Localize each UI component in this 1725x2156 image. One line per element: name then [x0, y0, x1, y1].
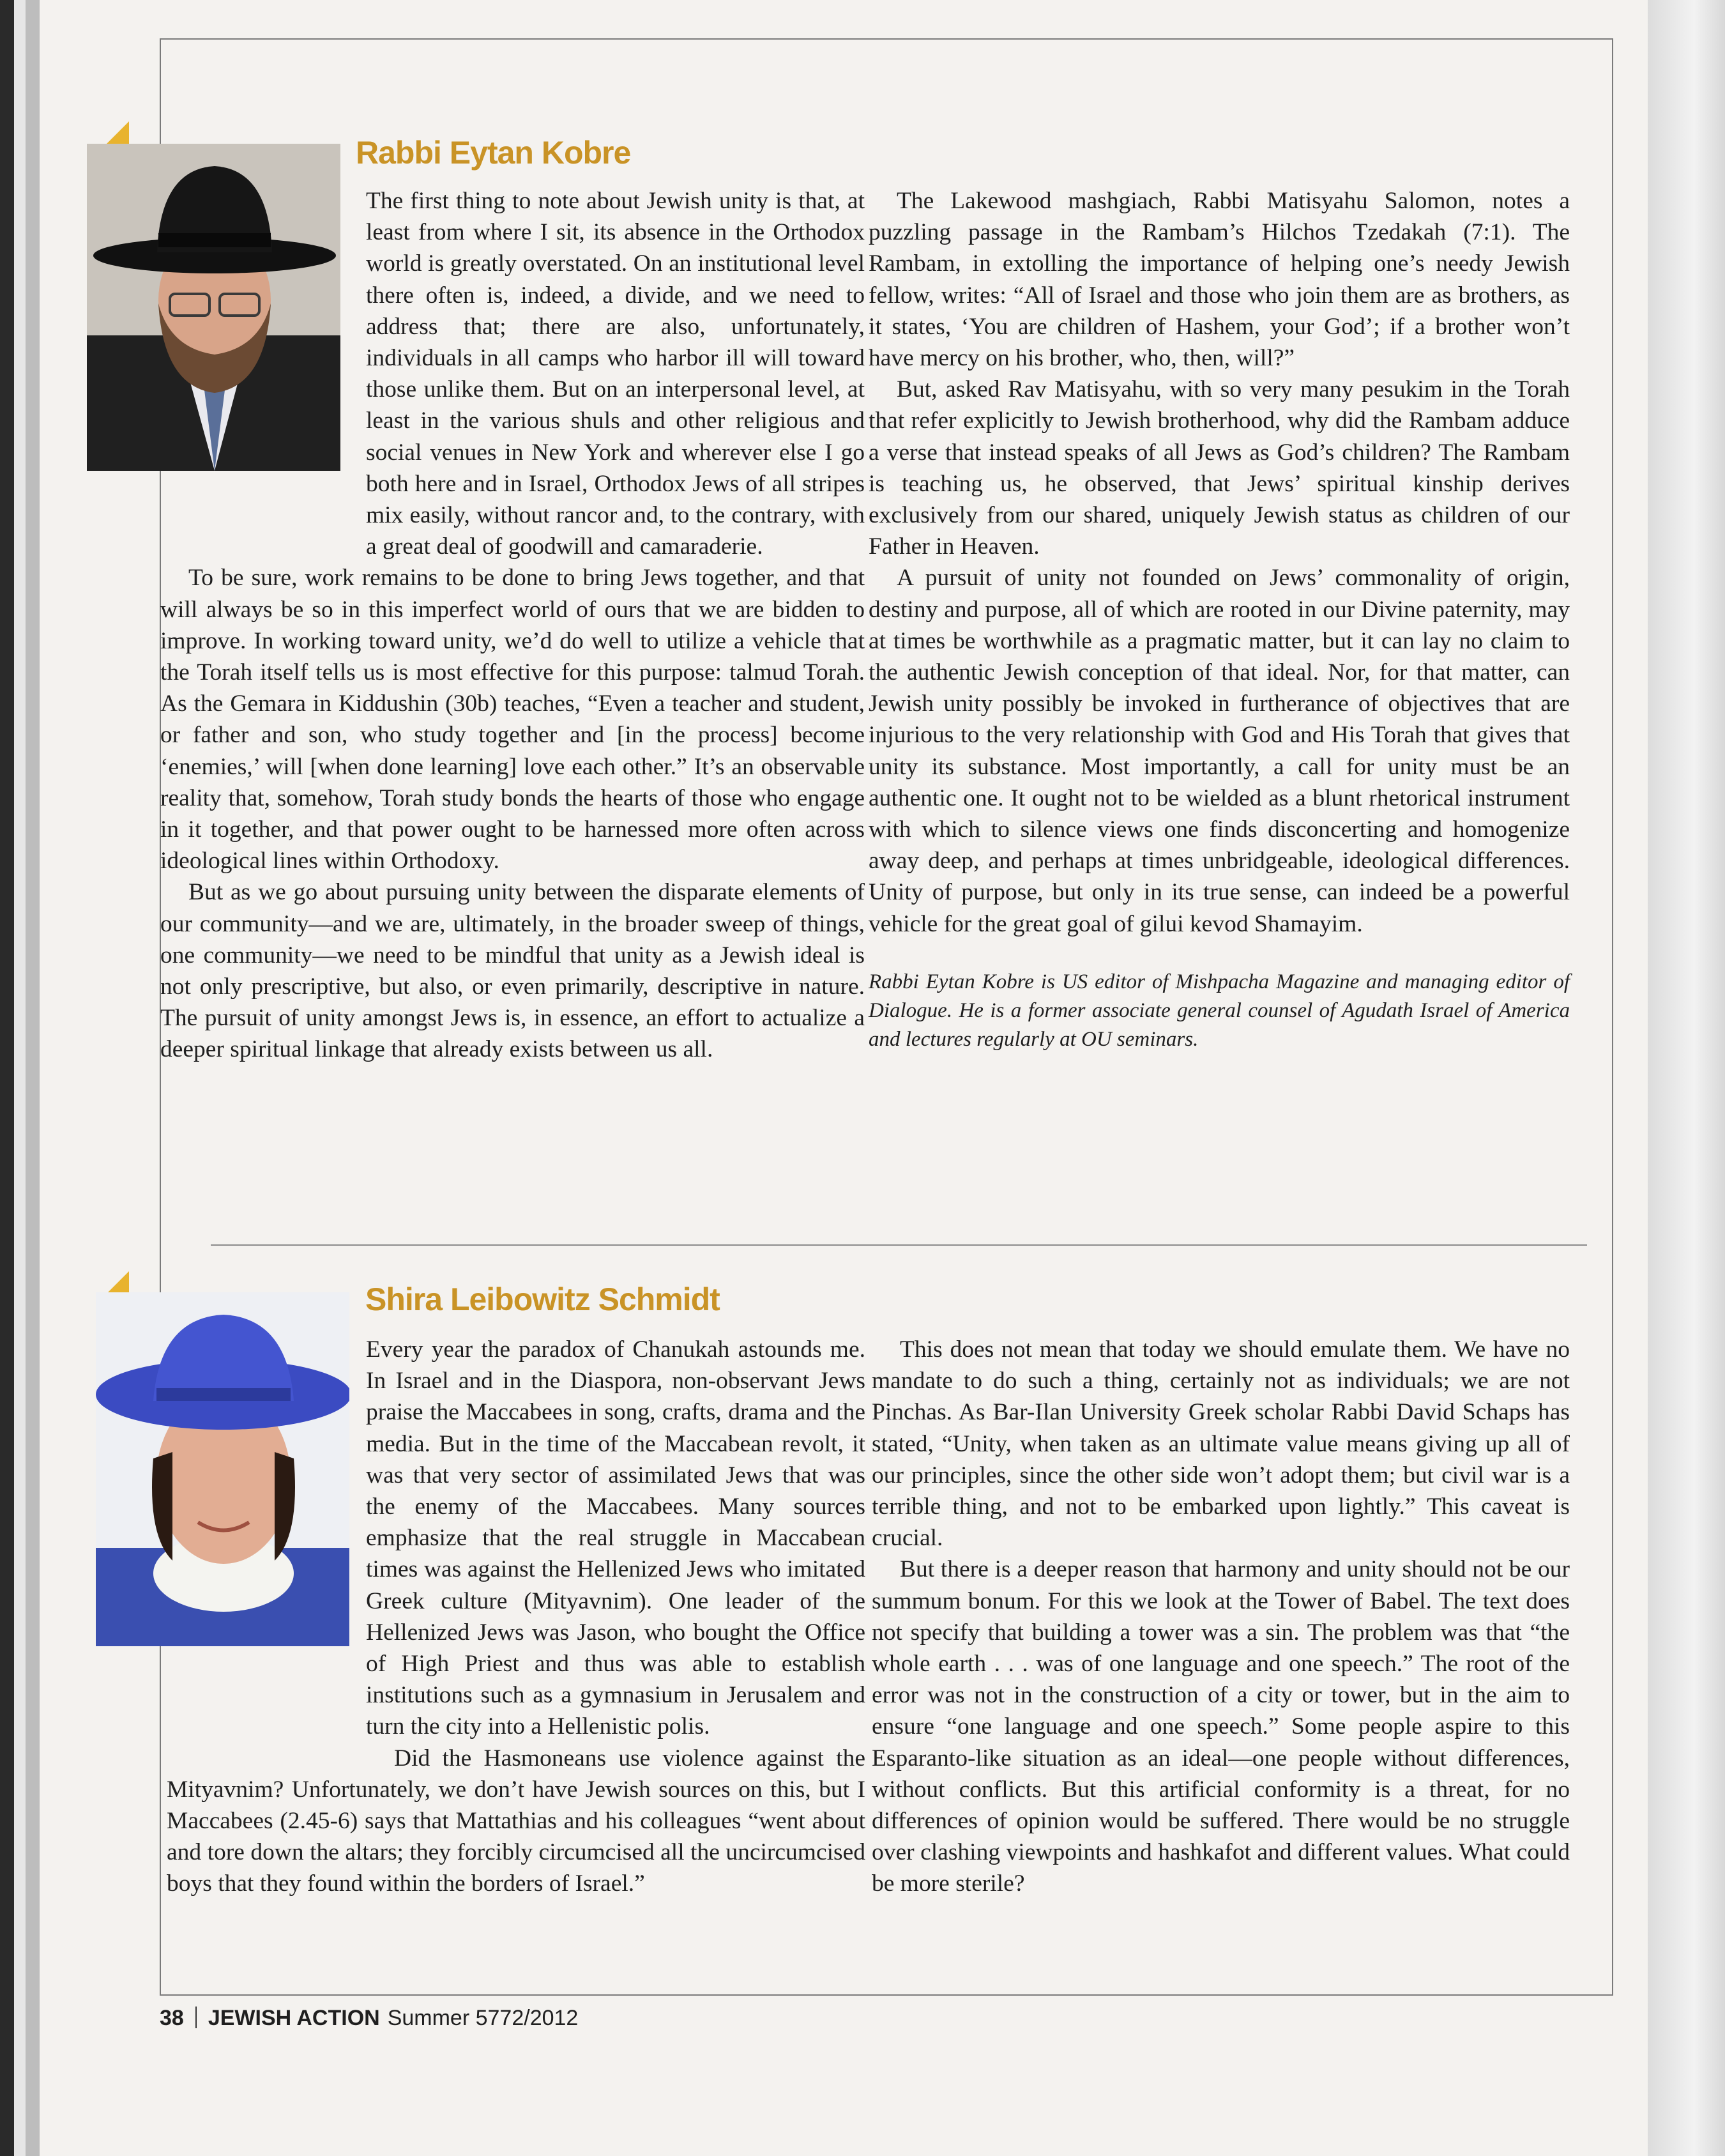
magazine-name: JEWISH ACTION: [208, 2006, 380, 2030]
page-number: 38: [160, 2006, 184, 2030]
paragraph: The Lakewood mashgiach, Rabbi Matisyahu Salomon, notes a puzzling passage in the Rambam’s Hilchos Tzedakah (7:1). The Rambam, in extolling the importance of helping one’s needy Jewish fellow, writes: “All of Israel and those who join them are as brothers, as it states, ‘You are children of Hashem, your God’; if a brother won’t have mercy on his brother, who, then, will?”: [869, 188, 1570, 372]
paragraph: To be sure, work remains to be done to bring Jews together, and that will always be so in this imperfect world of ours that we are bidden to improve. In working toward unity, we’d do well to utilize a vehicle that the Torah itself tells us is most effective for this purpose: talmud Torah. As the Gemara in Kiddushin (30b) teaches, “Even a teacher and student, or father and son, who study together and [in the process] become ‘enemies,’ will [when done learning] love each other.” It’s an observable reality that, somehow, Torah study bonds the hearts of those who engage in it together, and that power ought to be harnessed more often across ideological lines within Orthodoxy.: [160, 565, 865, 875]
page-footer: [160, 2006, 578, 2031]
author-bio-kobre: Rabbi Eytan Kobre is US editor of Mishpacha Magazine and managing editor of Dialogue. He is a former associate general counsel of Agudath Israel of America and lectures regularly at OU seminars.: [869, 970, 1570, 1051]
paragraph: But there is a deeper reason that harmony and unity should not be our summum bonum. For this we look at the Tower of Babel. The text does not specify that building a tower was a sin. The problem was that “the whole earth . . . was of one language and one speech.” The root of the error was not in the construction of a city or tower, but in the aim to ensure “one language and one speech.” Some people aspire to this Esparanto-like situation as an ideal—one people without differences, without conflicts. But this artificial conformity is a threat, for no differences of opinion would be suffered. There would be no struggle over clashing viewpoints and hashkafot and different values. What could be more sterile?: [872, 1556, 1570, 1897]
author-name-schmidt: Shira Leibowitz Schmidt: [365, 1281, 720, 1317]
article-2-right-column: [872, 1334, 1570, 1900]
paragraph: But as we go about pursuing unity between the disparate elements of our community—and we are, ultimately, in the broader sweep of things, one community—we need to be mindful that unity as a Jewish ideal is not only prescriptive, but also, or even primarily, descriptive in nature. The pursuit of unity amongst Jews is, in essence, an effort to actualize a deeper spiritual linkage that already exists between us all.: [160, 879, 865, 1063]
scan-binding-edge: [0, 0, 40, 2156]
article-1-left-column: [160, 185, 865, 1066]
paragraph: Every year the paradox of Chanukah astounds me. In Israel and in the Diaspora, non-observant Jews praise the Maccabees in song, crafts, drama and the media. But in the time of the Maccabean revolt, it was that very sector of assimilated Jews that was the enemy of the Maccabees. Many sources emphasize that the real struggle in Maccabean times was against the Hellenized Jews who imitated Greek culture (Mityavnim). One leader of the Hellenized Jews was Jason, who bought the Office of High Priest and thus was able to establish institutions such as a gymnasium in Jerusalem and turn the city into a Hellenistic polis.: [366, 1336, 865, 1740]
section-divider: [211, 1244, 1587, 1246]
paragraph: A pursuit of unity not founded on Jews’ commonality of origin, destiny and purpose, all of which are rooted in our Divine paternity, may at times be worthwhile as a pragmatic matter, but it can lay no claim to the authentic Jewish conception of that ideal. Nor, for that matter, can Jewish unity possibly be invoked in furtherance of objectives that are injurious to the very relationship with God and His Torah that gives that unity its substance. Most importantly, a call for unity must be an authentic one. It ought not to be wielded as a blunt rhetorical instrument with which to silence views one finds disconcerting and homogenize away deep, and perhaps at times unbridgeable, ideological differences. Unity of purpose, but only in its true sense, can indeed be a powerful vehicle for the great goal of gilui kevod Shamayim.: [869, 565, 1570, 937]
paragraph: This does not mean that today we should emulate them. We have no mandate to do such a thing, certainly not as individuals; we are not Pinchas. As Bar-Ilan University Greek scholar Rabbi David Schaps has stated, “Unity, when taken as an ultimate value means giving up all of our principles, since the other side won’t adopt them; but civil war is a terrible thing, and not to be embarked upon lightly.” This caveat is crucial.: [872, 1336, 1570, 1552]
paragraph: Did the Hasmoneans use violence against the Mityavnim? Unfortunately, we don’t have Jewish sources on this, but I Maccabees (2.45-6) says that Mattathias and his colleagues “went about and tore down the altars; they forcibly circumcised all the uncircumcised boys that they found within the borders of Israel.”: [167, 1745, 865, 1897]
paragraph: The first thing to note about Jewish unity is that, at least from where I sit, its absence in the Orthodox world is greatly overstated. On an institutional level there often is, indeed, a divide, and we need to address that; there are also, unfortunately, individuals in all camps who harbor ill will toward those unlike them. But on an interpersonal level, at least in the various shuls and other religious and social venues in New York and wherever else I go both here and in Israel, Orthodox Jews of all stripes mix easily, without rancor and, to the contrary, with a great deal of goodwill and camaraderie.: [366, 188, 865, 560]
scan-facing-page-edge: [1648, 0, 1725, 2156]
footer-separator: [195, 2007, 197, 2028]
article-2-left-column: [167, 1334, 865, 1900]
magazine-page: [40, 0, 1648, 2156]
author-name-kobre: Rabbi Eytan Kobre: [356, 135, 631, 171]
issue-label: Summer 5772/2012: [387, 2006, 579, 2030]
paragraph: But, asked Rav Matisyahu, with so very many pesukim in the Torah that refer explicitly to Jewish brotherhood, why did the Rambam adduce a verse that instead speaks of all Jews as God’s children? The Rambam is teaching us, he observed, that Jews’ spiritual kinship derives exclusively from our shared, uniquely Jewish status as children of our Father in Heaven.: [869, 376, 1570, 560]
article-1-right-column: [869, 185, 1570, 1054]
